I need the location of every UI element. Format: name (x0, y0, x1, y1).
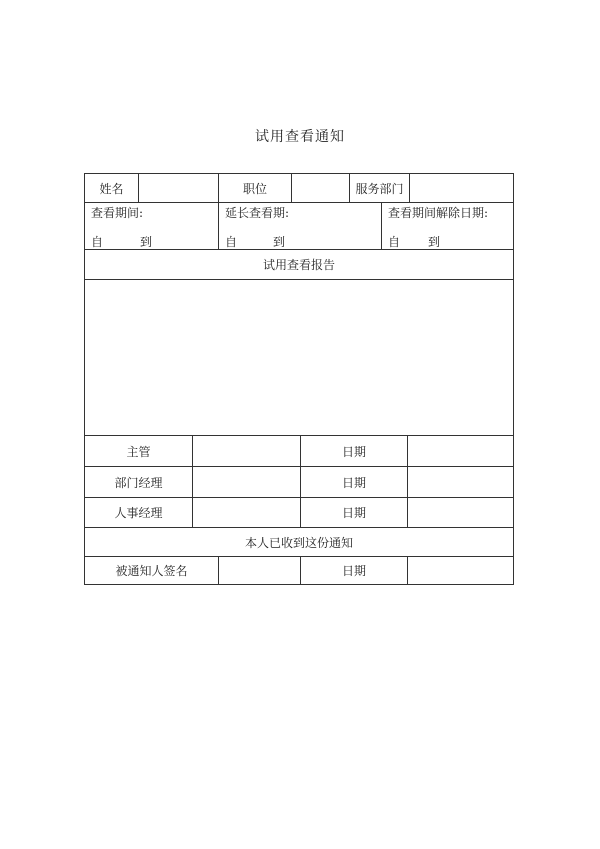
approval-signature-field[interactable] (193, 436, 301, 466)
position-field[interactable] (292, 174, 350, 202)
position-label: 职位 (219, 174, 292, 202)
review-period-to-label: 到 (140, 235, 153, 249)
department-field[interactable] (410, 174, 513, 202)
release-date-from-label: 自 (388, 235, 401, 249)
approval-row (85, 498, 513, 528)
release-date-label: 查看期间解除日期: (388, 206, 489, 220)
approval-row (85, 436, 513, 467)
signature-date-field[interactable] (408, 557, 513, 584)
page-title: 试用查看通知 (255, 129, 345, 145)
review-period-from-label: 自 (91, 235, 104, 249)
approval-date-field[interactable] (408, 436, 513, 466)
approval-role-label: 主管 (85, 436, 193, 466)
approval-role-label: 部门经理 (85, 467, 193, 497)
release-date-to-label: 到 (428, 235, 441, 249)
signature-date-label: 日期 (301, 557, 408, 584)
approval-row (85, 467, 513, 498)
extended-period-cell[interactable] (219, 203, 382, 249)
employee-info-row (85, 174, 513, 203)
approval-date-field[interactable] (408, 467, 513, 497)
extended-period-label: 延长查看期: (225, 206, 290, 220)
release-date-cell[interactable] (382, 203, 513, 249)
period-row (85, 203, 513, 250)
approval-date-label: 日期 (301, 436, 408, 466)
acknowledgement-text: 本人已收到这份通知 (244, 535, 353, 550)
review-period-label: 查看期间: (91, 206, 144, 220)
approval-signature-field[interactable] (193, 498, 301, 527)
extended-period-to-label: 到 (273, 235, 286, 249)
extended-period-from-label: 自 (225, 235, 238, 249)
approval-date-field[interactable] (408, 498, 513, 527)
report-header-row (85, 250, 513, 280)
approval-role-label: 人事经理 (85, 498, 193, 527)
acknowledgement-row (85, 528, 513, 557)
name-label: 姓名 (85, 174, 139, 202)
approval-date-label: 日期 (301, 467, 408, 497)
review-period-cell[interactable] (85, 203, 219, 249)
probation-notice-form (84, 173, 514, 585)
signature-field[interactable] (219, 557, 301, 584)
signature-label: 被通知人签名 (85, 557, 219, 584)
department-label: 服务部门 (350, 174, 410, 202)
report-body[interactable] (85, 280, 513, 436)
approval-signature-field[interactable] (193, 467, 301, 497)
signature-row (85, 557, 513, 584)
approval-date-label: 日期 (301, 498, 408, 527)
report-header: 试用查看报告 (262, 258, 335, 272)
name-field[interactable] (139, 174, 219, 202)
